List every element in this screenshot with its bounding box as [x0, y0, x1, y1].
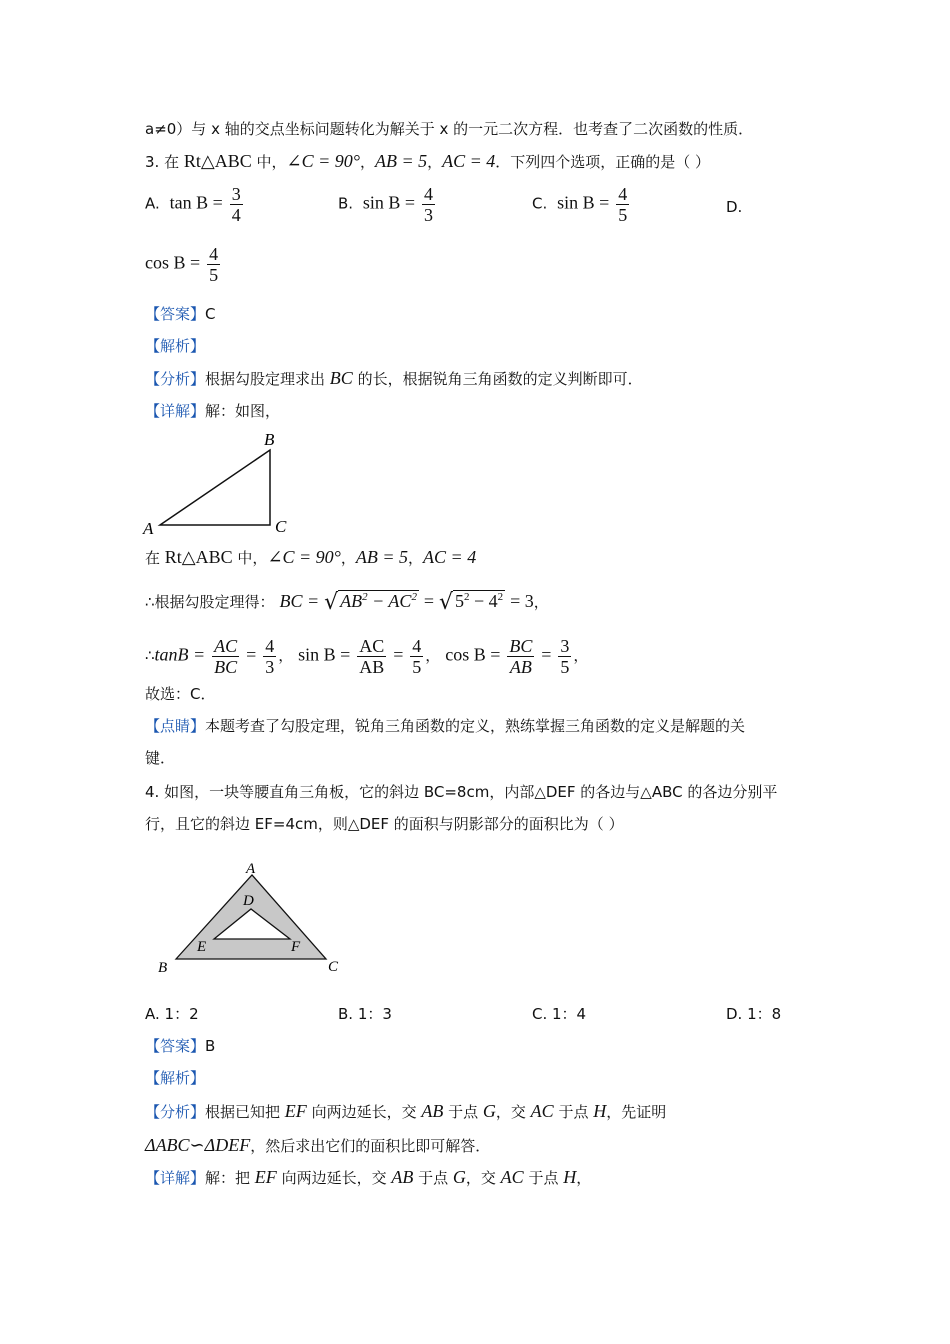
q4-analysis-heading: 【解析】	[145, 1069, 206, 1087]
q4-fenxi: 【分析】根据已知把 EF 向两边延长，交 AB 于点 G，交 AC 于点 H，先证明	[145, 1101, 667, 1121]
q4-detail: 【详解】解：把 EF 向两边延长，交 AB 于点 G，交 AC 于点 H，	[145, 1167, 592, 1187]
q4-answer: 【答案】B	[145, 1037, 216, 1055]
q3-stem: 3. 在 Rt△ABC 中，∠C = 90°，AB = 5，AC = 4．下列四个选项，正确的是（ ）	[145, 151, 711, 171]
q3-option-d-label: D.	[726, 198, 743, 216]
q3-option-c: C. sin B = $\frac{4}{5}$	[532, 184, 628, 225]
q4-option-c: C. 1：4	[532, 1005, 587, 1023]
q4-option-b: B. 1：3	[338, 1005, 392, 1023]
label-c: C	[275, 517, 287, 536]
q4-triangle-figure	[150, 855, 350, 980]
q3-solution-line-3: ∴tanB = $\frac{AC}{BC}$ = $\frac{4}{3}$ ， sin B = $\frac{AC}{AB}$ = $\frac{4}{5}$ ， cos B = $\frac{BC}{AB}$ = $\frac{3}{5}$ ，	[145, 636, 589, 677]
q3-choose: 故选：C．	[145, 685, 216, 703]
q3-solution-line-1: 在 Rt△ABC 中，∠C = 90°，AB = 5，AC = 4	[145, 547, 477, 567]
q3-option-b: B. sin B = $\frac{4}{3}$	[338, 184, 434, 225]
q4-stem-line-1: 4. 如图，一块等腰直角三角板，它的斜边 BC=8cm，内部△DEF 的各边与△ABC 的各边分别平	[145, 783, 778, 801]
q4-stem-line-2: 行，且它的斜边 EF=4cm，则△DEF 的面积与阴影部分的面积比为（ ）	[145, 815, 624, 833]
intro-line: a≠0）与 x 轴的交点坐标问题转化为解关于 x 的一元二次方程．也考查了二次函数的性质．	[145, 120, 754, 138]
q3-analysis-heading: 【解析】	[145, 337, 206, 355]
q3-dianjing-cont: 键．	[145, 749, 176, 767]
label-b: B	[264, 430, 275, 449]
q3-solution-line-2: ∴根据勾股定理得： BC = √ $AB^2 - AC^2$ = √ $5^2 - 4^2 = 3$，	[145, 590, 549, 615]
q3-dianjing: 【点睛】本题考查了勾股定理，锐角三角函数的定义，熟练掌握三角函数的定义是解题的关	[145, 717, 746, 735]
q4-option-d: D. 1：8	[726, 1005, 782, 1023]
label-e: E	[197, 939, 207, 955]
q3-option-a: A. tan B = $\frac{3}{4}$	[145, 184, 241, 225]
label-b: B	[158, 960, 168, 976]
q3-answer: 【答案】C	[145, 305, 216, 323]
q4-fenxi-cont: ΔABC∽ΔDEF，然后求出它们的面积比即可解答．	[145, 1135, 491, 1155]
q3-detail: 【详解】解：如图，	[145, 402, 281, 420]
q3-option-d: cos B = $\frac{4}{5}$	[145, 244, 219, 285]
label-c: C	[328, 959, 339, 975]
q4-option-a: A. 1：2	[145, 1005, 199, 1023]
triangle-abc	[160, 450, 270, 525]
label-d: D	[243, 893, 254, 909]
label-a: A	[143, 519, 154, 538]
q3-triangle-figure	[140, 428, 300, 538]
label-a: A	[246, 861, 256, 877]
q3-fenxi: 【分析】根据勾股定理求出 BC 的长，根据锐角三角函数的定义判断即可．	[145, 368, 643, 388]
label-f: F	[291, 939, 301, 955]
